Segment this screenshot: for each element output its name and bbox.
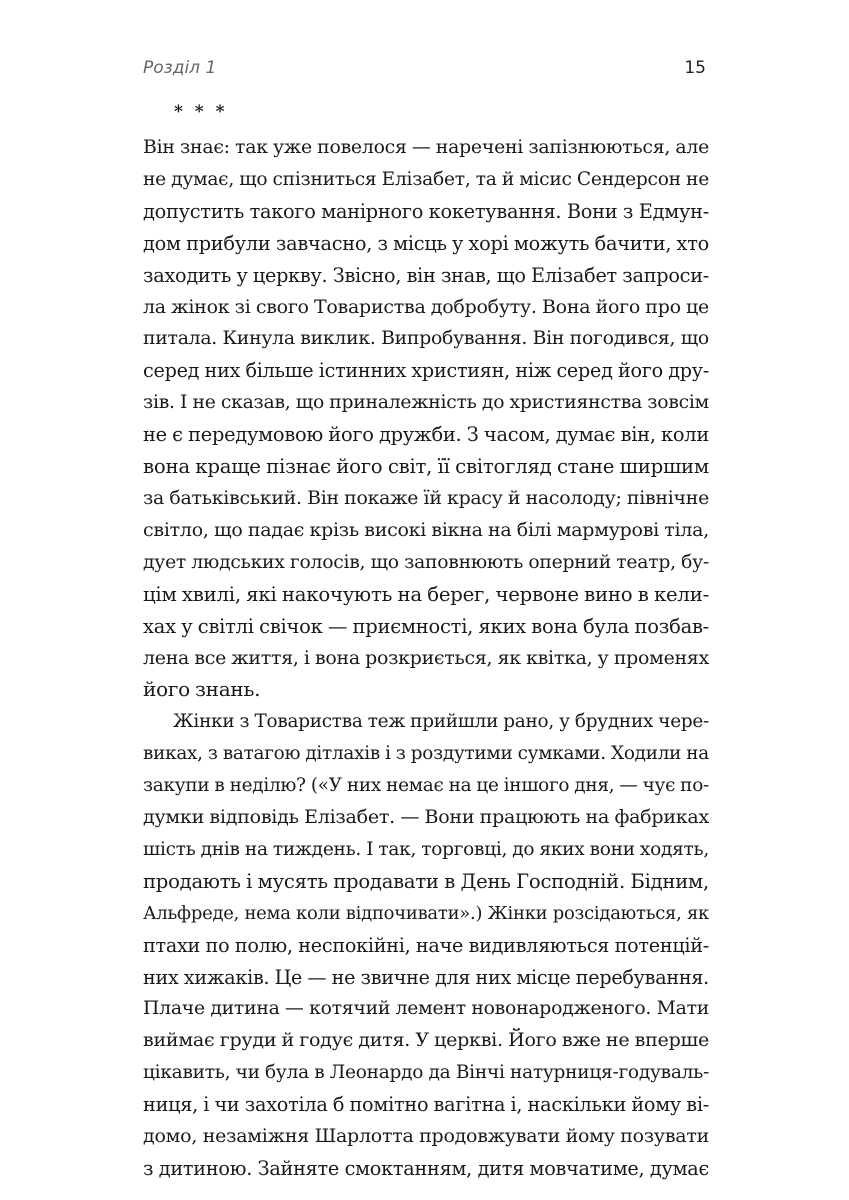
text-line: допустить такого манірного кокетування. Вони з Едмун- — [143, 199, 709, 223]
text-line: думки відповідь Елізабет. — Вони працюють на фабриках — [143, 806, 709, 829]
section-separator: * * * — [174, 102, 228, 122]
text-line: його знань. — [143, 677, 261, 702]
text-line: Альфреде, нема коли відпочивати».) Жінки розсідаються, як — [143, 902, 709, 924]
text-line: домо, незаміжня Шарлотта продовжувати йому позувати — [143, 1125, 709, 1148]
text-line: ла жінок зі свого Товариства добробуту. Вона його про це — [143, 295, 709, 318]
text-line: них хижаків. Це — не звичне для них місце перебування. — [143, 965, 709, 989]
text-line: птахи по полю, неспокійні, наче видивляються потенцій- — [143, 933, 709, 957]
text-line: вона краще пізнає його світ, її світогляд стане ширшим — [143, 455, 709, 479]
text-line: виках, з ватагою дітлахів і з роздутими сумками. Ходили на — [143, 743, 709, 765]
text-line: не є передумовою його дружби. З часом, думає він, коли — [143, 423, 709, 447]
text-line: світло, що падає крізь високі вікна на білі мармурові тіла, — [143, 518, 709, 541]
text-line: продають і мусять продавати в День Господній. Бідним, — [143, 869, 709, 893]
text-line: Плаче дитина — котячий лемент новонародженого. Мати — [143, 998, 709, 1020]
text-line: хах у світлі свічок — приємності, яких вона була позбав- — [143, 614, 709, 638]
text-line: зів. І не сказав, що приналежність до християнства зовсім — [143, 392, 709, 414]
text-line: закупи в неділю? («У них немає на це іншого дня, — чує по- — [143, 775, 709, 797]
text-line: цікавить, чи була в Леонардо да Вінчі натурниця-годуваль- — [143, 1062, 709, 1084]
text-line: дом прибули завчасно, з місць у хорі можуть бачити, хто — [143, 231, 709, 255]
text-line: дует людських голосів, що заповнюють оперний театр, бу- — [143, 551, 709, 573]
text-line: серед них більше істинних християн, ніж серед його дру- — [143, 359, 709, 383]
paragraph — [143, 706, 709, 1185]
page-number: 15 — [684, 58, 706, 78]
text-line: заходить у церкву. Звісно, він знав, що Елізабет запроси- — [143, 263, 709, 287]
text-line: питала. Кинула виклик. Випробування. Він погодився, що — [143, 328, 709, 350]
text-line: ниця, і чи захотіла б помітно вагітна і, наскільки йому ві- — [143, 1093, 709, 1117]
running-head: Розділ 1 — [143, 58, 217, 78]
text-line: Він знає: так уже повелося — наречені запізнюються, але — [143, 136, 709, 158]
text-line: не думає, що спізниться Елізабет, та й місис Сендерсон не — [143, 168, 709, 190]
text-line: Жінки з Товариства теж прийшли рано, у брудних чере- — [173, 711, 709, 733]
body-text — [143, 132, 709, 1185]
paragraph — [143, 132, 709, 706]
text-line: з дитиною. Зайняте смоктанням, дитя мовчатиме, думає — [143, 1157, 709, 1180]
text-line: шість днів на тиждень. І так, торговці, до яких вони ходять, — [143, 838, 709, 860]
text-line: за батьківський. Він покаже їй красу й насолоду; північне — [143, 486, 709, 509]
text-line: виймає груди й годує дитя. У церкві. Його вже не вперше — [143, 1029, 709, 1052]
text-line: лена все життя, і вона розкриється, як квітка, у променях — [143, 646, 709, 669]
text-line: цім хвилі, які накочують на берег, червоне вино в кели- — [143, 582, 709, 606]
